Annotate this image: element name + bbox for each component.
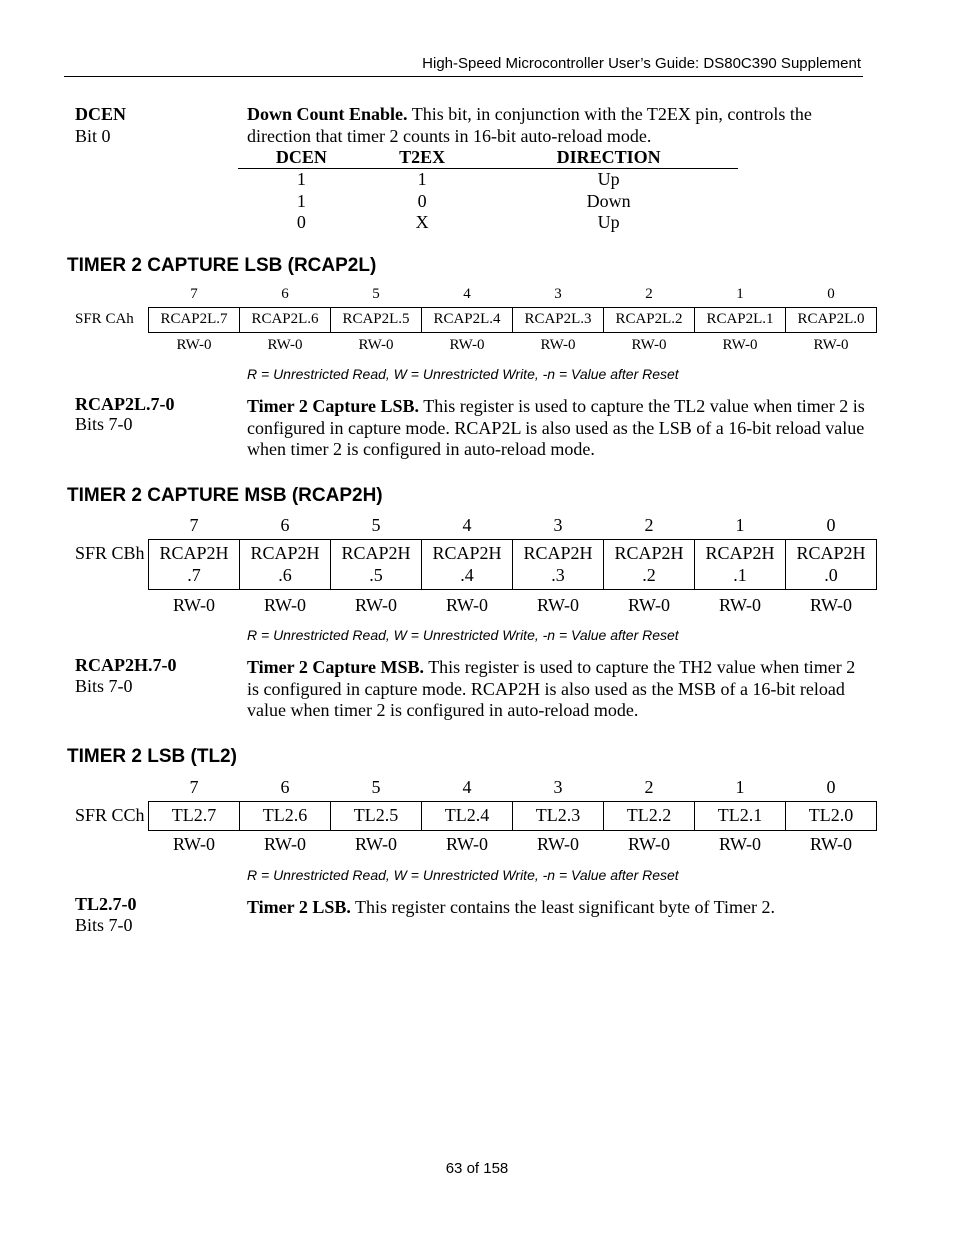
- sfr-address-rcap2l: SFR CAh: [75, 311, 134, 327]
- bit-number: 0: [826, 776, 836, 797]
- dcen-text: This bit, in conjunction with the T2EX pin, controls the direction that timer 2 counts in 16-bit auto-reload mode.: [247, 104, 812, 146]
- rcap2h-field-name: RCAP2H.7-0: [75, 655, 177, 675]
- bit-number: 5: [371, 515, 381, 536]
- sfr-address-rcap2h: SFR CBh: [75, 543, 145, 563]
- bit-number: 5: [371, 776, 381, 797]
- legend-note-rcap2h: R = Unrestricted Read, W = Unrestricted Write, -n = Value after Reset: [247, 627, 679, 643]
- register-table-tl2: [148, 774, 877, 858]
- bit-cell: TL2.3: [513, 801, 604, 830]
- dcen-field-name: DCEN: [75, 104, 127, 124]
- bit-cell: TL2.6: [240, 801, 331, 830]
- tt-cell: 0: [296, 212, 306, 233]
- page-number: 63 of 158: [445, 1160, 509, 1177]
- bit-cell: TL2.0: [786, 801, 877, 830]
- access-value: RW-0: [627, 594, 670, 615]
- bit-cell: RCAP2L.6: [240, 307, 331, 332]
- bit-number-row: [149, 283, 877, 307]
- access-value: RW-0: [813, 336, 849, 353]
- bit-cell: RCAP2L.2: [604, 307, 695, 332]
- bit-number: 3: [554, 286, 562, 303]
- bit-cell-row: [149, 307, 877, 332]
- access-value: RW-0: [718, 594, 761, 615]
- access-value: RW-0: [536, 833, 579, 854]
- rcap2h-text: This register is used to capture the TH2 value when timer 2 is configured in capture mode. RCAP2H is also used as the MSB of a 16-bit reload value when timer 2 is configured in auto-reload mode.: [247, 657, 856, 720]
- bit-number-row: [149, 513, 877, 539]
- bit-number: 7: [190, 286, 198, 303]
- bit-cell-bottom: .1: [733, 565, 747, 585]
- bit-cell-bottom: .6: [278, 565, 292, 585]
- tt-header-dcen: DCEN: [238, 147, 365, 169]
- access-row: [149, 589, 877, 621]
- bit-cell-top: RCAP2H: [250, 543, 320, 563]
- tt-header-direction: DIRECTION: [479, 147, 738, 169]
- tl2-field-bits: Bits 7-0: [75, 915, 133, 935]
- section-title-tl2: TIMER 2 LSB (TL2): [67, 746, 237, 767]
- bit-cell: TL2.1: [695, 801, 786, 830]
- tt-cell: 1: [296, 190, 306, 211]
- bit-cell: RCAP2L.0: [786, 307, 877, 332]
- bit-cell: [422, 539, 513, 589]
- register-table-rcap2h: [148, 513, 877, 621]
- tt-cell: Down: [586, 190, 631, 211]
- bit-number: 2: [644, 515, 654, 536]
- tl2-field-name: TL2.7-0: [75, 894, 137, 914]
- bit-cell: TL2.5: [331, 801, 422, 830]
- table-row: [238, 212, 738, 234]
- bit-number: 3: [553, 776, 563, 797]
- tt-cell: 1: [417, 169, 427, 190]
- bit-cell: [604, 539, 695, 589]
- register-table-rcap2l: [148, 283, 877, 358]
- bit-number: 6: [281, 286, 289, 303]
- bit-number: 7: [189, 776, 199, 797]
- running-header: High-Speed Microcontroller User’s Guide: DS80C390 Supplement: [422, 55, 861, 72]
- access-value: RW-0: [445, 833, 488, 854]
- rcap2l-title: Timer 2 Capture LSB.: [247, 396, 420, 416]
- bit-cell: TL2.4: [422, 801, 513, 830]
- bit-cell-bottom: .5: [369, 565, 383, 585]
- bit-cell: [786, 539, 877, 589]
- tt-cell: Up: [597, 212, 620, 233]
- bit-number: 0: [827, 286, 835, 303]
- tt-cell: 0: [417, 190, 427, 211]
- access-value: RW-0: [809, 594, 852, 615]
- access-value: RW-0: [627, 833, 670, 854]
- bit-cell-top: RCAP2H: [614, 543, 684, 563]
- bit-number: 4: [463, 286, 471, 303]
- bit-cell: RCAP2L.3: [513, 307, 604, 332]
- bit-number: 4: [462, 776, 472, 797]
- rcap2h-field-bits: Bits 7-0: [75, 676, 133, 696]
- bit-cell-top: RCAP2H: [796, 543, 866, 563]
- access-value: RW-0: [354, 833, 397, 854]
- bit-cell-bottom: .3: [551, 565, 565, 585]
- rcap2l-description: [247, 396, 867, 461]
- access-value: RW-0: [176, 336, 212, 353]
- access-row: [149, 332, 877, 358]
- bit-cell: RCAP2L.1: [695, 307, 786, 332]
- access-value: RW-0: [445, 594, 488, 615]
- bit-cell: TL2.2: [604, 801, 695, 830]
- section-title-rcap2l: TIMER 2 CAPTURE LSB (RCAP2L): [67, 255, 377, 276]
- rcap2l-field-bits: Bits 7-0: [75, 414, 133, 434]
- tl2-title: Timer 2 LSB.: [247, 897, 351, 917]
- bit-cell: [513, 539, 604, 589]
- bit-number: 2: [645, 286, 653, 303]
- bit-number-row: [149, 774, 877, 801]
- bit-number: 0: [826, 515, 836, 536]
- bit-cell: [695, 539, 786, 589]
- bit-number: 1: [735, 515, 745, 536]
- bit-cell: [149, 539, 240, 589]
- access-value: RW-0: [809, 833, 852, 854]
- sfr-address-tl2: SFR CCh: [75, 805, 145, 825]
- dcen-title: Down Count Enable.: [247, 104, 408, 124]
- bit-number: 6: [280, 776, 290, 797]
- table-row: [238, 191, 738, 213]
- access-value: RW-0: [449, 336, 485, 353]
- dcen-field-bits: Bit 0: [75, 126, 111, 146]
- header-rule: [64, 76, 863, 77]
- rcap2h-description: [247, 657, 867, 722]
- access-value: RW-0: [267, 336, 303, 353]
- tt-header-t2ex: T2EX: [365, 147, 479, 169]
- tt-cell: Up: [597, 169, 620, 190]
- tl2-description: [247, 897, 867, 919]
- bit-cell-bottom: .4: [460, 565, 474, 585]
- access-row: [149, 830, 877, 858]
- tt-cell: 1: [296, 169, 306, 190]
- table-row: [238, 169, 738, 191]
- bit-cell-top: RCAP2H: [432, 543, 502, 563]
- rcap2l-text: This register is used to capture the TL2 value when timer 2 is configured in capture mode. RCAP2L is also used as the LSB of a 16-bit reload value when timer 2 is configured in auto-reload mode.: [247, 396, 865, 459]
- bit-cell-top: RCAP2H: [705, 543, 775, 563]
- access-value: RW-0: [540, 336, 576, 353]
- section-title-rcap2h: TIMER 2 CAPTURE MSB (RCAP2H): [67, 485, 383, 506]
- access-value: RW-0: [354, 594, 397, 615]
- legend-note-rcap2l: R = Unrestricted Read, W = Unrestricted Write, -n = Value after Reset: [247, 366, 679, 382]
- bit-number: 7: [189, 515, 199, 536]
- tt-cell: X: [415, 212, 429, 233]
- bit-number: 6: [280, 515, 290, 536]
- bit-cell-row: [149, 801, 877, 830]
- access-value: RW-0: [263, 594, 306, 615]
- bit-cell-bottom: .7: [187, 565, 201, 585]
- access-value: RW-0: [631, 336, 667, 353]
- access-value: RW-0: [536, 594, 579, 615]
- bit-cell-bottom: .0: [824, 565, 838, 585]
- access-value: RW-0: [263, 833, 306, 854]
- bit-cell-top: RCAP2H: [341, 543, 411, 563]
- bit-cell: RCAP2L.7: [149, 307, 240, 332]
- rcap2h-title: Timer 2 Capture MSB.: [247, 657, 425, 677]
- bit-cell: TL2.7: [149, 801, 240, 830]
- rcap2l-field-name: RCAP2L.7-0: [75, 394, 175, 414]
- bit-number: 1: [736, 286, 744, 303]
- bit-number: 3: [553, 515, 563, 536]
- access-value: RW-0: [718, 833, 761, 854]
- bit-cell: RCAP2L.5: [331, 307, 422, 332]
- legend-note-tl2: R = Unrestricted Read, W = Unrestricted Write, -n = Value after Reset: [247, 867, 679, 883]
- bit-cell-top: RCAP2H: [523, 543, 593, 563]
- access-value: RW-0: [172, 833, 215, 854]
- bit-cell-bottom: .2: [642, 565, 656, 585]
- access-value: RW-0: [172, 594, 215, 615]
- access-value: RW-0: [722, 336, 758, 353]
- bit-cell: [331, 539, 422, 589]
- dcen-truth-table: [238, 147, 738, 234]
- bit-number: 1: [735, 776, 745, 797]
- access-value: RW-0: [358, 336, 394, 353]
- bit-number: 4: [462, 515, 472, 536]
- bit-cell: RCAP2L.4: [422, 307, 513, 332]
- bit-number: 5: [372, 286, 380, 303]
- bit-number: 2: [644, 776, 654, 797]
- dcen-description: [247, 104, 867, 147]
- tl2-text: This register contains the least significant byte of Timer 2.: [350, 897, 775, 917]
- bit-cell-row: [149, 539, 877, 589]
- bit-cell-top: RCAP2H: [159, 543, 229, 563]
- bit-cell: [240, 539, 331, 589]
